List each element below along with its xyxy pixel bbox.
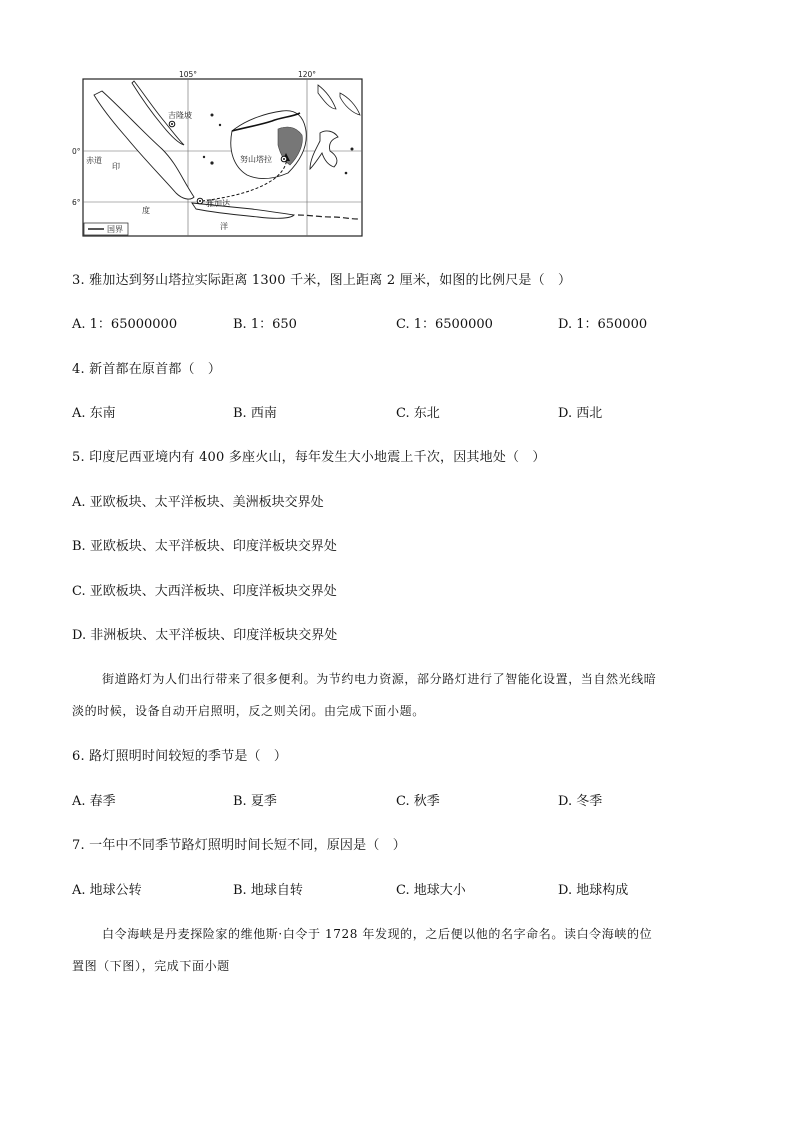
small-island xyxy=(351,148,354,151)
q3-option-a[interactable]: A. 1：65000000 xyxy=(72,317,178,332)
ocean-label-3: 洋 xyxy=(220,222,228,231)
q4-stem: 4. 新首都在原首都（ ） xyxy=(72,362,222,377)
small-island xyxy=(210,161,213,164)
q4-option-c[interactable]: C. 东北 xyxy=(396,406,440,421)
q7-stem: 7. 一年中不同季节路灯照明时间长短不同，原因是（ ） xyxy=(72,838,406,853)
q7-option-b[interactable]: B. 地球自转 xyxy=(233,883,303,898)
ocean-label-1: 印 xyxy=(112,162,120,171)
lat-0-label: 0° xyxy=(72,147,81,156)
q6-option-b[interactable]: B. 夏季 xyxy=(233,794,277,809)
map-figure xyxy=(72,69,364,237)
small-island xyxy=(211,114,214,117)
lon-105-label: 105° xyxy=(178,70,198,79)
q4-option-b[interactable]: B. 西南 xyxy=(233,406,277,421)
legend-label: 国界 xyxy=(107,225,123,234)
q5-option-d[interactable]: D. 非洲板块、太平洋板块、印度洋板块交界处 xyxy=(72,628,338,643)
passage1-line1: 街道路灯为人们出行带来了很多便利。为节约电力资源，部分路灯进行了智能化设置，当自然光线暗 xyxy=(102,672,657,686)
q3-stem: 3. 雅加达到努山塔拉实际距离 1300 千米，图上距离 2 厘米，如图的比例尺是（ ） xyxy=(72,273,572,288)
q7-option-c[interactable]: C. 地球大小 xyxy=(396,883,466,898)
q6-stem: 6. 路灯照明时间较短的季节是（ ） xyxy=(72,749,288,764)
lon-120-label: 120° xyxy=(297,70,317,79)
indonesia-map xyxy=(72,69,364,237)
nusantara-label: 努山塔拉 xyxy=(240,155,272,164)
q5-option-c[interactable]: C. 亚欧板块、大西洋板块、印度洋板块交界处 xyxy=(72,584,337,599)
q7-option-a[interactable]: A. 地球公转 xyxy=(72,883,142,898)
q3-option-b[interactable]: B. 1：650 xyxy=(233,317,297,332)
small-island xyxy=(345,172,348,175)
kualalumpur-label: 吉隆坡 xyxy=(168,111,192,120)
lat-6-label: 6° xyxy=(72,198,81,207)
q4-option-d[interactable]: D. 西北 xyxy=(558,406,603,421)
q7-option-d[interactable]: D. 地球构成 xyxy=(558,883,629,898)
jakarta-label: 雅加达 xyxy=(206,199,230,208)
q3-option-c[interactable]: C. 1：6500000 xyxy=(396,317,493,332)
q4-option-a[interactable]: A. 东南 xyxy=(72,406,116,421)
q6-option-d[interactable]: D. 冬季 xyxy=(558,794,603,809)
passage2-line1: 白令海峡是丹麦探险家的维他斯·白令于 1728 年发现的，之后便以他的名字命名。读白令海峡的位 xyxy=(102,927,653,941)
q6-option-c[interactable]: C. 秋季 xyxy=(396,794,440,809)
ocean-label-2: 度 xyxy=(142,206,150,215)
equator-label: 赤道 xyxy=(86,156,102,165)
small-island xyxy=(219,124,221,126)
small-island xyxy=(203,156,205,158)
passage2-line2: 置图（下图），完成下面小题 xyxy=(72,959,230,973)
q5-option-b[interactable]: B. 亚欧板块、太平洋板块、印度洋板块交界处 xyxy=(72,539,337,554)
q3-option-d[interactable]: D. 1：650000 xyxy=(558,317,648,332)
q5-stem: 5. 印度尼西亚境内有 400 多座火山，每年发生大小地震上千次，因其地处（ ） xyxy=(72,450,546,465)
q5-option-a[interactable]: A. 亚欧板块、太平洋板块、美洲板块交界处 xyxy=(72,495,324,510)
q6-option-a[interactable]: A. 春季 xyxy=(72,794,116,809)
passage1-line2: 淡的时候，设备自动开启照明，反之则关闭。由完成下面小题。 xyxy=(72,704,425,718)
